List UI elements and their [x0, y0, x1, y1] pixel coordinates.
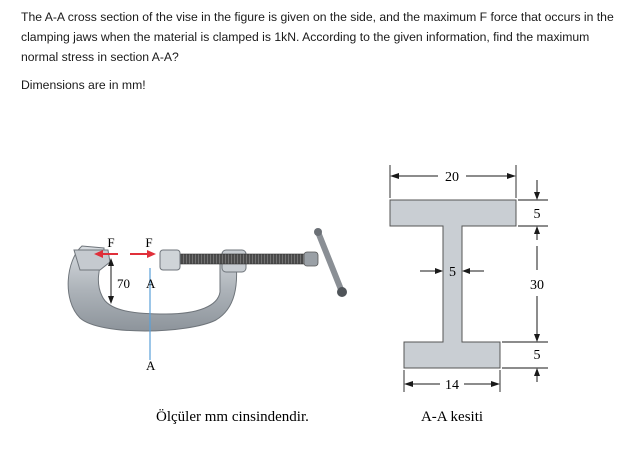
section-label-top: A — [146, 276, 156, 291]
clamp-handle-hub — [304, 252, 318, 266]
bottom-width-label: 14 — [445, 378, 459, 393]
i-section-shape — [390, 200, 516, 368]
clamp-caption: Ölçüler mm cinsindendir. — [156, 409, 309, 425]
distance-label: 70 — [117, 276, 130, 291]
clamp-handle-bar — [318, 232, 342, 292]
dimensions-note: Dimensions are in mm! — [21, 78, 146, 92]
section-label-bottom: A — [146, 358, 156, 373]
problem-text: The A-A cross section of the vise in the figure is given on the side, and the maximum F force that occurs in the clamping jaws when the material is clamped is 1kN. According to the given information, find the maximum normal stress in section A-A? — [21, 10, 614, 64]
force-arrow-right — [130, 250, 156, 258]
top-thickness-label: 5 — [533, 207, 541, 222]
top-width-label: 20 — [445, 170, 459, 185]
clamp-handle-end-bottom — [337, 287, 347, 297]
section-caption: A-A kesiti — [420, 409, 484, 425]
web-thickness-label: 5 — [449, 265, 456, 280]
web-height-label: 30 — [530, 278, 544, 293]
clamp-screw — [178, 254, 306, 264]
force-label-right: F — [145, 235, 153, 250]
clamp-swivel-pad — [160, 250, 180, 270]
force-label-left: F — [107, 235, 115, 250]
bottom-thickness-label: 5 — [533, 348, 541, 363]
dimension-70 — [108, 258, 114, 304]
clamp-handle-end-top — [314, 228, 322, 236]
